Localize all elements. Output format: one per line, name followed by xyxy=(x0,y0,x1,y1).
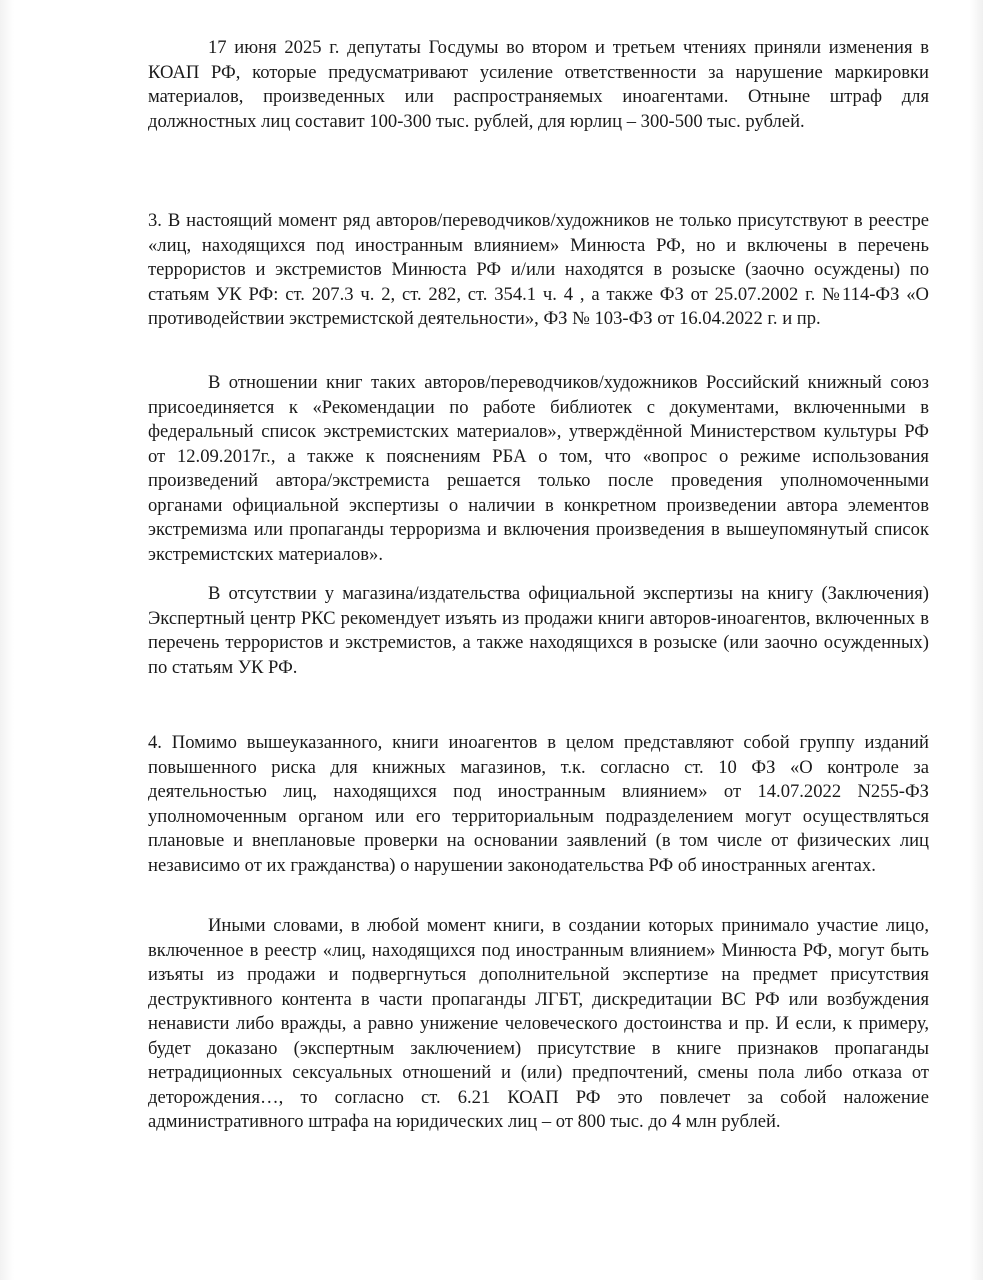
paragraph-text: Иными словами, в любой момент книги, в создании которых принимало участие лицо, включенное в реестр «лиц, находящихся под иностранным влиянием» Минюста РФ, могут быть изъяты из продажи и подвергнуться дополнительной экспертизе на предмет присутствия деструктивного контента в части пропаганды ЛГБТ, дискредитации ВС РФ или возбуждения ненависти либо вражды, а равно унижение человеческого достоинства и пр. И если, к примеру, будет доказано (экспертным заключением) присутствие в книге признаков пропаганды нетрадиционных сексуальных отношений и (или) предпочтений, смены пола либо отказа от деторождения…, то согласно ст. 6.21 КОАП РФ это повлечет за собой наложение административного штрафа на юридических лиц – от 800 тыс. до 4 млн рублей. xyxy=(148,915,929,1132)
paragraph-section-3 xyxy=(148,209,929,332)
paragraph-penalty-summary xyxy=(148,914,929,1135)
paragraph-expert-center-advice xyxy=(148,582,929,680)
paragraph-section-4 xyxy=(148,731,929,878)
paragraph-library-recommendations xyxy=(148,371,929,567)
paragraph-text: 17 июня 2025 г. депутаты Госдумы во втором и третьем чтениях приняли изменения в КОАП РФ, которые предусматривают усиление ответственности за нарушение маркировки материалов, произведенных или распространяемых иноагентами. Отныне штраф для должностных лиц составит 100-300 тыс. рублей, для юрлиц – 300-500 тыс. рублей. xyxy=(148,37,929,132)
paragraph-text: В отношении книг таких авторов/переводчиков/художников Российский книжный союз присоединяется к «Рекомендации по работе библиотек с документами, включенными в федеральный список экстремистских материалов», утверждённой Министерством культуры РФ от 12.09.2017г., а также к пояснениям РБА о том, что «вопрос о режиме использования произведений автора/экстремиста решается только после проведения уполномоченными органами официальной экспертизы о наличии в конкретном произведении автора элементов экстремизма или пропаганды терроризма и включения произведения в вышеупомянутый список экстремистских материалов». xyxy=(148,372,929,565)
paragraph-text: В отсутствии у магазина/издательства официальной экспертизы на книгу (Заключения) Экспертный центр РКС рекомендует изъять из продажи книги авторов-иноагентов, включенных в перечень террористов и экстремистов, а также находящихся в розыске (или заочно осужденных) по статьям УК РФ. xyxy=(148,583,929,678)
paragraph-fine-amendments xyxy=(148,36,929,134)
paragraph-text: 3. В настоящий момент ряд авторов/переводчиков/художников не только присутствуют в реестре «лиц, находящихся под иностранным влиянием» Минюста РФ, но и включены в перечень террористов и экстремистов Минюста РФ и/или находятся в розыске (заочно осуждены) по статьям УК РФ: ст. 207.3 ч. 2, ст. 282, ст. 354.1 ч. 4 , а также ФЗ от 25.07.2002 г. №114-ФЗ «О противодействии экстремистской деятельности», ФЗ № 103-ФЗ от 16.04.2022 г. и пр. xyxy=(148,210,929,329)
paragraph-text: 4. Помимо вышеуказанного, книги иноагентов в целом представляют собой группу изданий повышенного риска для книжных магазинов, т.к. согласно ст. 10 ФЗ «О контроле за деятельностью лиц, находящихся под иностранным влиянием» от 14.07.2022 N255-ФЗ уполномоченным органом или его территориальным подразделением могут осуществляться плановые и внеплановые проверки на основании заявлений (в том числе от физических лиц независимо от их гражданства) о нарушении законодательства РФ об иностранных агентах. xyxy=(148,732,929,876)
